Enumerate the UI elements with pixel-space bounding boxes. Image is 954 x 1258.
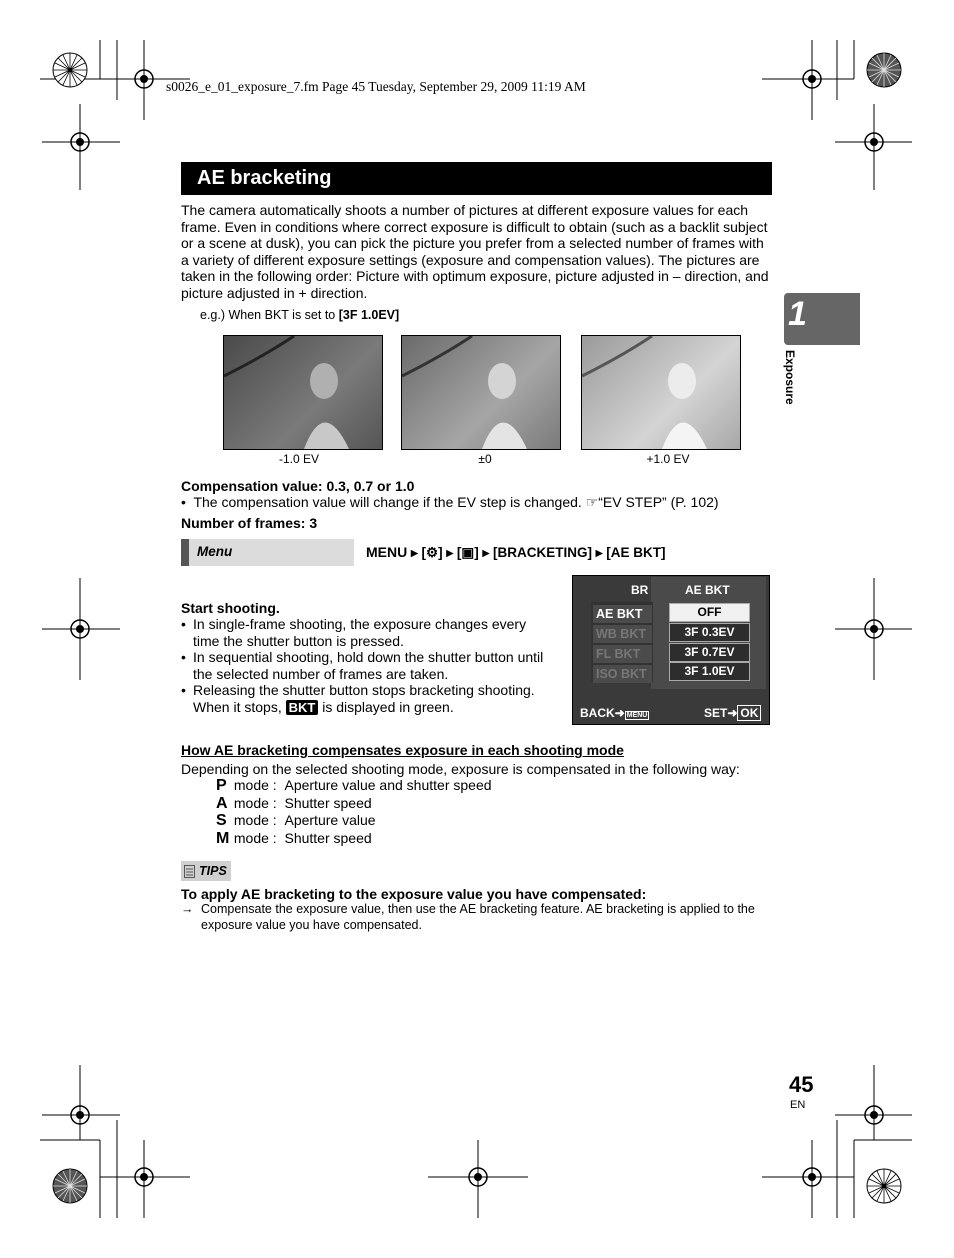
frames-heading: Number of frames: 3 <box>181 515 318 531</box>
option-3f-10ev[interactable]: 3F 1.0EV <box>669 662 750 681</box>
left-header: BR <box>631 583 649 597</box>
chapter-label: Exposure <box>783 350 797 405</box>
note-icon <box>184 865 195 878</box>
tips-label-box: TIPS <box>181 861 231 881</box>
option-3f-07ev[interactable]: 3F 0.7EV <box>669 643 750 662</box>
howto-intro: Depending on the selected shooting mode, exposure is compensated in the following way: <box>181 761 740 777</box>
caption-plus: +1.0 EV <box>646 452 690 466</box>
arrow-right-icon: ▸ <box>411 545 418 560</box>
page-title: AE bracketing <box>197 167 332 189</box>
mode-row: P mode : Aperture value and shutter speed <box>216 777 492 794</box>
camera-menu-screen <box>572 575 770 725</box>
camera-menu-icon: ⚙ <box>426 545 439 560</box>
example-line: e.g.) When BKT is set to [3F 1.0EV] <box>200 308 400 322</box>
compensation-note: • The compensation value will change if the EV step is changed. ☞“EV STEP” (P. 102) <box>181 494 719 510</box>
page-language: EN <box>790 1099 806 1111</box>
photo-zero-ev <box>401 335 561 450</box>
back-hint: BACK➜ MENU <box>580 706 648 720</box>
menu-path: MENU ▸ [⚙] ▸ [▣] ▸ [BRACKETING] ▸ [AE BKT] <box>366 544 666 560</box>
tips-text: → Compensate the exposure value, then use the AE bracketing feature. AE bracketing is applied to the exposure value you have compensated. <box>181 902 755 932</box>
right-header: AE BKT <box>685 583 730 597</box>
menu-item-iso-bkt[interactable]: ISO BKT <box>593 665 652 683</box>
arrow-right-icon: ▸ <box>482 545 490 560</box>
reference-icon: ☞ <box>585 494 599 510</box>
menu-item-wb-bkt[interactable]: WB BKT <box>593 625 652 643</box>
mode-row: A mode : Shutter speed <box>216 794 372 812</box>
mode-list <box>216 777 492 847</box>
arrow-icon: → <box>181 902 194 916</box>
compensation-heading: Compensation value: 0.3, 0.7 or 1.0 <box>181 478 415 494</box>
page-number: 45 <box>789 1072 814 1097</box>
start-heading: Start shooting. <box>181 600 280 616</box>
intro-paragraph: The camera automatically shoots a number of pictures at different exposure values for each frame. Even in conditions where correct exposure is difficult to obtain (such as a backlit subject or a scene at dusk), you can pick the picture you prefer from a selected number of frames with a variety of different exposure settings (exposure and compensation values). The pictures are taken in the following order: Picture with optimum exposure, picture adjusted in – direction, and picture adjusted in + direction. <box>181 202 769 301</box>
option-off[interactable]: OFF <box>669 603 750 622</box>
photo-plus-1ev <box>581 335 741 450</box>
tips-heading: To apply AE bracketing to the exposure value you have compensated: <box>181 886 647 902</box>
arrow-icon: ➜ <box>727 706 738 720</box>
mode-row: M mode : Shutter speed <box>216 829 372 847</box>
option-3f-03ev[interactable]: 3F 0.3EV <box>669 623 750 642</box>
chapter-tab: 1 <box>784 293 860 345</box>
arrow-right-icon: ▸ <box>595 545 603 560</box>
start-bullets: • In single-frame shooting, the exposure changes every time the shutter button is pressed. • In sequential shooting, hold down the shutter button until the selected number of frames are taken. • Releasing the shutter button stops bracketing shooting. When it stops, BKT is displayed in green. <box>181 616 544 715</box>
section-title-bar <box>181 162 772 195</box>
bkt-badge: BKT <box>286 700 319 715</box>
file-header: s0026_e_01_exposure_7.fm Page 45 Tuesday, September 29, 2009 11:19 AM <box>166 79 586 94</box>
caption-minus: -1.0 EV <box>278 452 320 466</box>
menu-item-ae-bkt[interactable]: AE BKT <box>593 605 652 623</box>
example-value: [3F 1.0EV] <box>338 308 400 322</box>
photo-minus-1ev <box>223 335 383 450</box>
bracketing-menu-icon: ▣ <box>461 545 475 560</box>
arrow-right-icon: ▸ <box>446 545 454 560</box>
menu-item-fl-bkt[interactable]: FL BKT <box>593 645 652 663</box>
set-hint: SET➜ OK <box>704 706 761 720</box>
caption-zero: ±0 <box>478 452 492 466</box>
menu-label-box: Menu <box>181 539 354 566</box>
mode-row: S mode : Aperture value <box>216 812 376 830</box>
howto-heading: How AE bracketing compensates exposure in each shooting mode <box>181 742 624 758</box>
arrow-icon: ➜ <box>614 706 625 720</box>
